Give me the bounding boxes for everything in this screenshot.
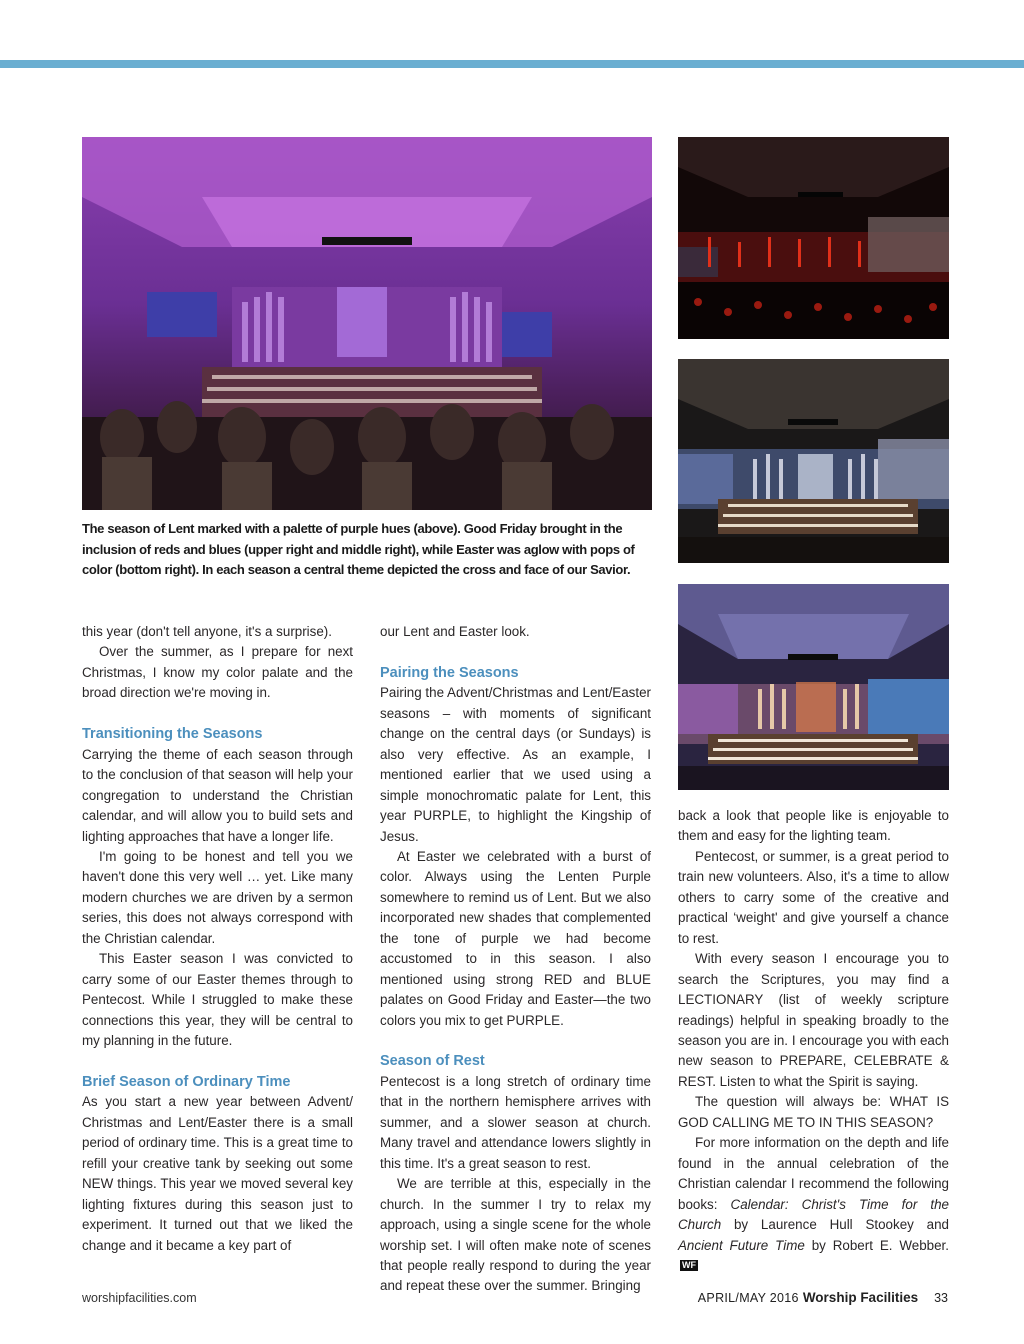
top-rule [0,60,1024,68]
paragraph: Pairing the Advent/Christmas and Lent/Easter seasons – with moments of significant change on the central days (or Sundays) is also very effective. As an example, I mentioned earlier that we used using a simple monochromatic palate for Lent, this year PURPLE, to highlight the Kingship of Jesus. [380,685,651,844]
article-column-1 [82,622,353,1256]
text-run: by Laurence Hull Stookey and [721,1217,949,1233]
paragraph: Pentecost, or summer, is a great period to train new volunteers. Also, it's a time to allow others to carry some of the creative and practical ‘weight' and give yourself a chance to rest. [678,848,949,946]
footer-website: worshipfacilities.com [82,1291,197,1305]
paragraph: We are terrible at this, especially in the church. In the summer I try to relax my approach, using a single scene for the whole worship set. I will often make note of scenes that people really respond to during the year and repeat these over the summer. Bringing [380,1176,651,1294]
photo-easter-color [678,584,949,790]
footer-magazine: Worship Facilities [802,1290,919,1305]
section-heading-brief-season: Brief Season of Ordinary Time [82,1073,291,1090]
end-mark-logo: WF [682,1259,696,1270]
section-heading-rest: Season of Rest [380,1053,485,1070]
paragraph: Pentecost is a long stretch of ordinary time that in the northern hemisphere arrives with summer, and a slower season at church. Many travel and attendance lowers slightly in this time. It's a great season to rest. [380,1073,651,1171]
book-title: Calendar: Christ's Time for the Church [678,1196,949,1233]
paragraph: Over the summer, as I prepare for next Christmas, I know my color palate and the broad direction we're moving in. [82,644,353,701]
text-run: For more information on the depth and life found in the annual celebration of the Christian calendar I recommend the following books: [678,1135,949,1212]
paragraph: This Easter season I was convicted to carry some of our Easter themes through to Pentecost. While I struggled to make these connections this year, they will be central to my planning in the future. [82,951,353,1049]
paragraph: With every season I encourage you to search the Scriptures, you may find a LECTIONARY (list of weekly scripture readings) helpful in speaking broadly to the season you are in. I encourage you with each new season to PREPARE, CELEBRATE & REST. Listen to what the Spirit is saying. [678,951,949,1089]
footer-issue: APRIL/MAY 2016 [697,1291,799,1305]
paragraph: At Easter we celebrated with a burst of color. Always using the Lenten Purple somewhere to remind us of Lent. But we also incorporated new shades that complemented the tone of purple we had become accustomed to in this season. I also mentioned using strong RED and BLUE palates on Good Friday and Easter—the two colors you mix to get PURPLE. [380,848,651,1028]
paragraph: I'm going to be honest and tell you we haven't done this very well … yet. Like many modern churches we are driven by a sermon series, this does not always correspond with the Christian calendar. [82,848,353,946]
paragraph: back a look that people like is enjoyable to them and easy for the lighting team. [678,808,949,844]
paragraph: Carrying the theme of each season through to the conclusion of that season will help your congregation to understand the Christian calendar, and will allow you to build sets and lighting approaches that have a longer life. [82,746,353,844]
photo-good-friday-red [678,137,949,339]
text-run: by Robert E. Webber. [804,1237,949,1253]
photo-caption: The season of Lent marked with a palette of purple hues (above). Good Friday brought in the inclusion of reds and blues (upper right and middle right), while Easter was aglow with pops of color (bottom right). In each season a central theme depicted the cross and face of our Savior. [82,521,635,577]
photo-lent-purple [82,137,652,510]
paragraph-books [678,1133,949,1276]
book-title: Ancient Future Time [678,1237,805,1253]
footer-folio [698,1290,948,1305]
section-heading-pairing: Pairing the Seasons [380,664,519,681]
paragraph: The question will always be: WHAT IS GOD CALLING ME TO IN THIS SEASON? [678,1094,949,1130]
paragraph: our Lent and Easter look. [380,624,530,639]
paragraph: As you start a new year between Advent/ Christmas and Lent/Easter there is a small period of ordinary time. This is a great time to refill your creative tank by seeking out some NEW things. This year we moved several key lighting fixtures during this season just to experiment. It turned out that we liked the change and it became a key part of [82,1094,353,1253]
article-column-2 [380,622,651,1297]
photo-good-friday-blue [678,359,949,563]
page-number: 33 [934,1291,948,1305]
section-heading-transitioning: Transitioning the Seasons [82,726,263,743]
article-column-3 [678,806,949,1276]
paragraph: this year (don't tell anyone, it's a surprise). [82,624,332,639]
